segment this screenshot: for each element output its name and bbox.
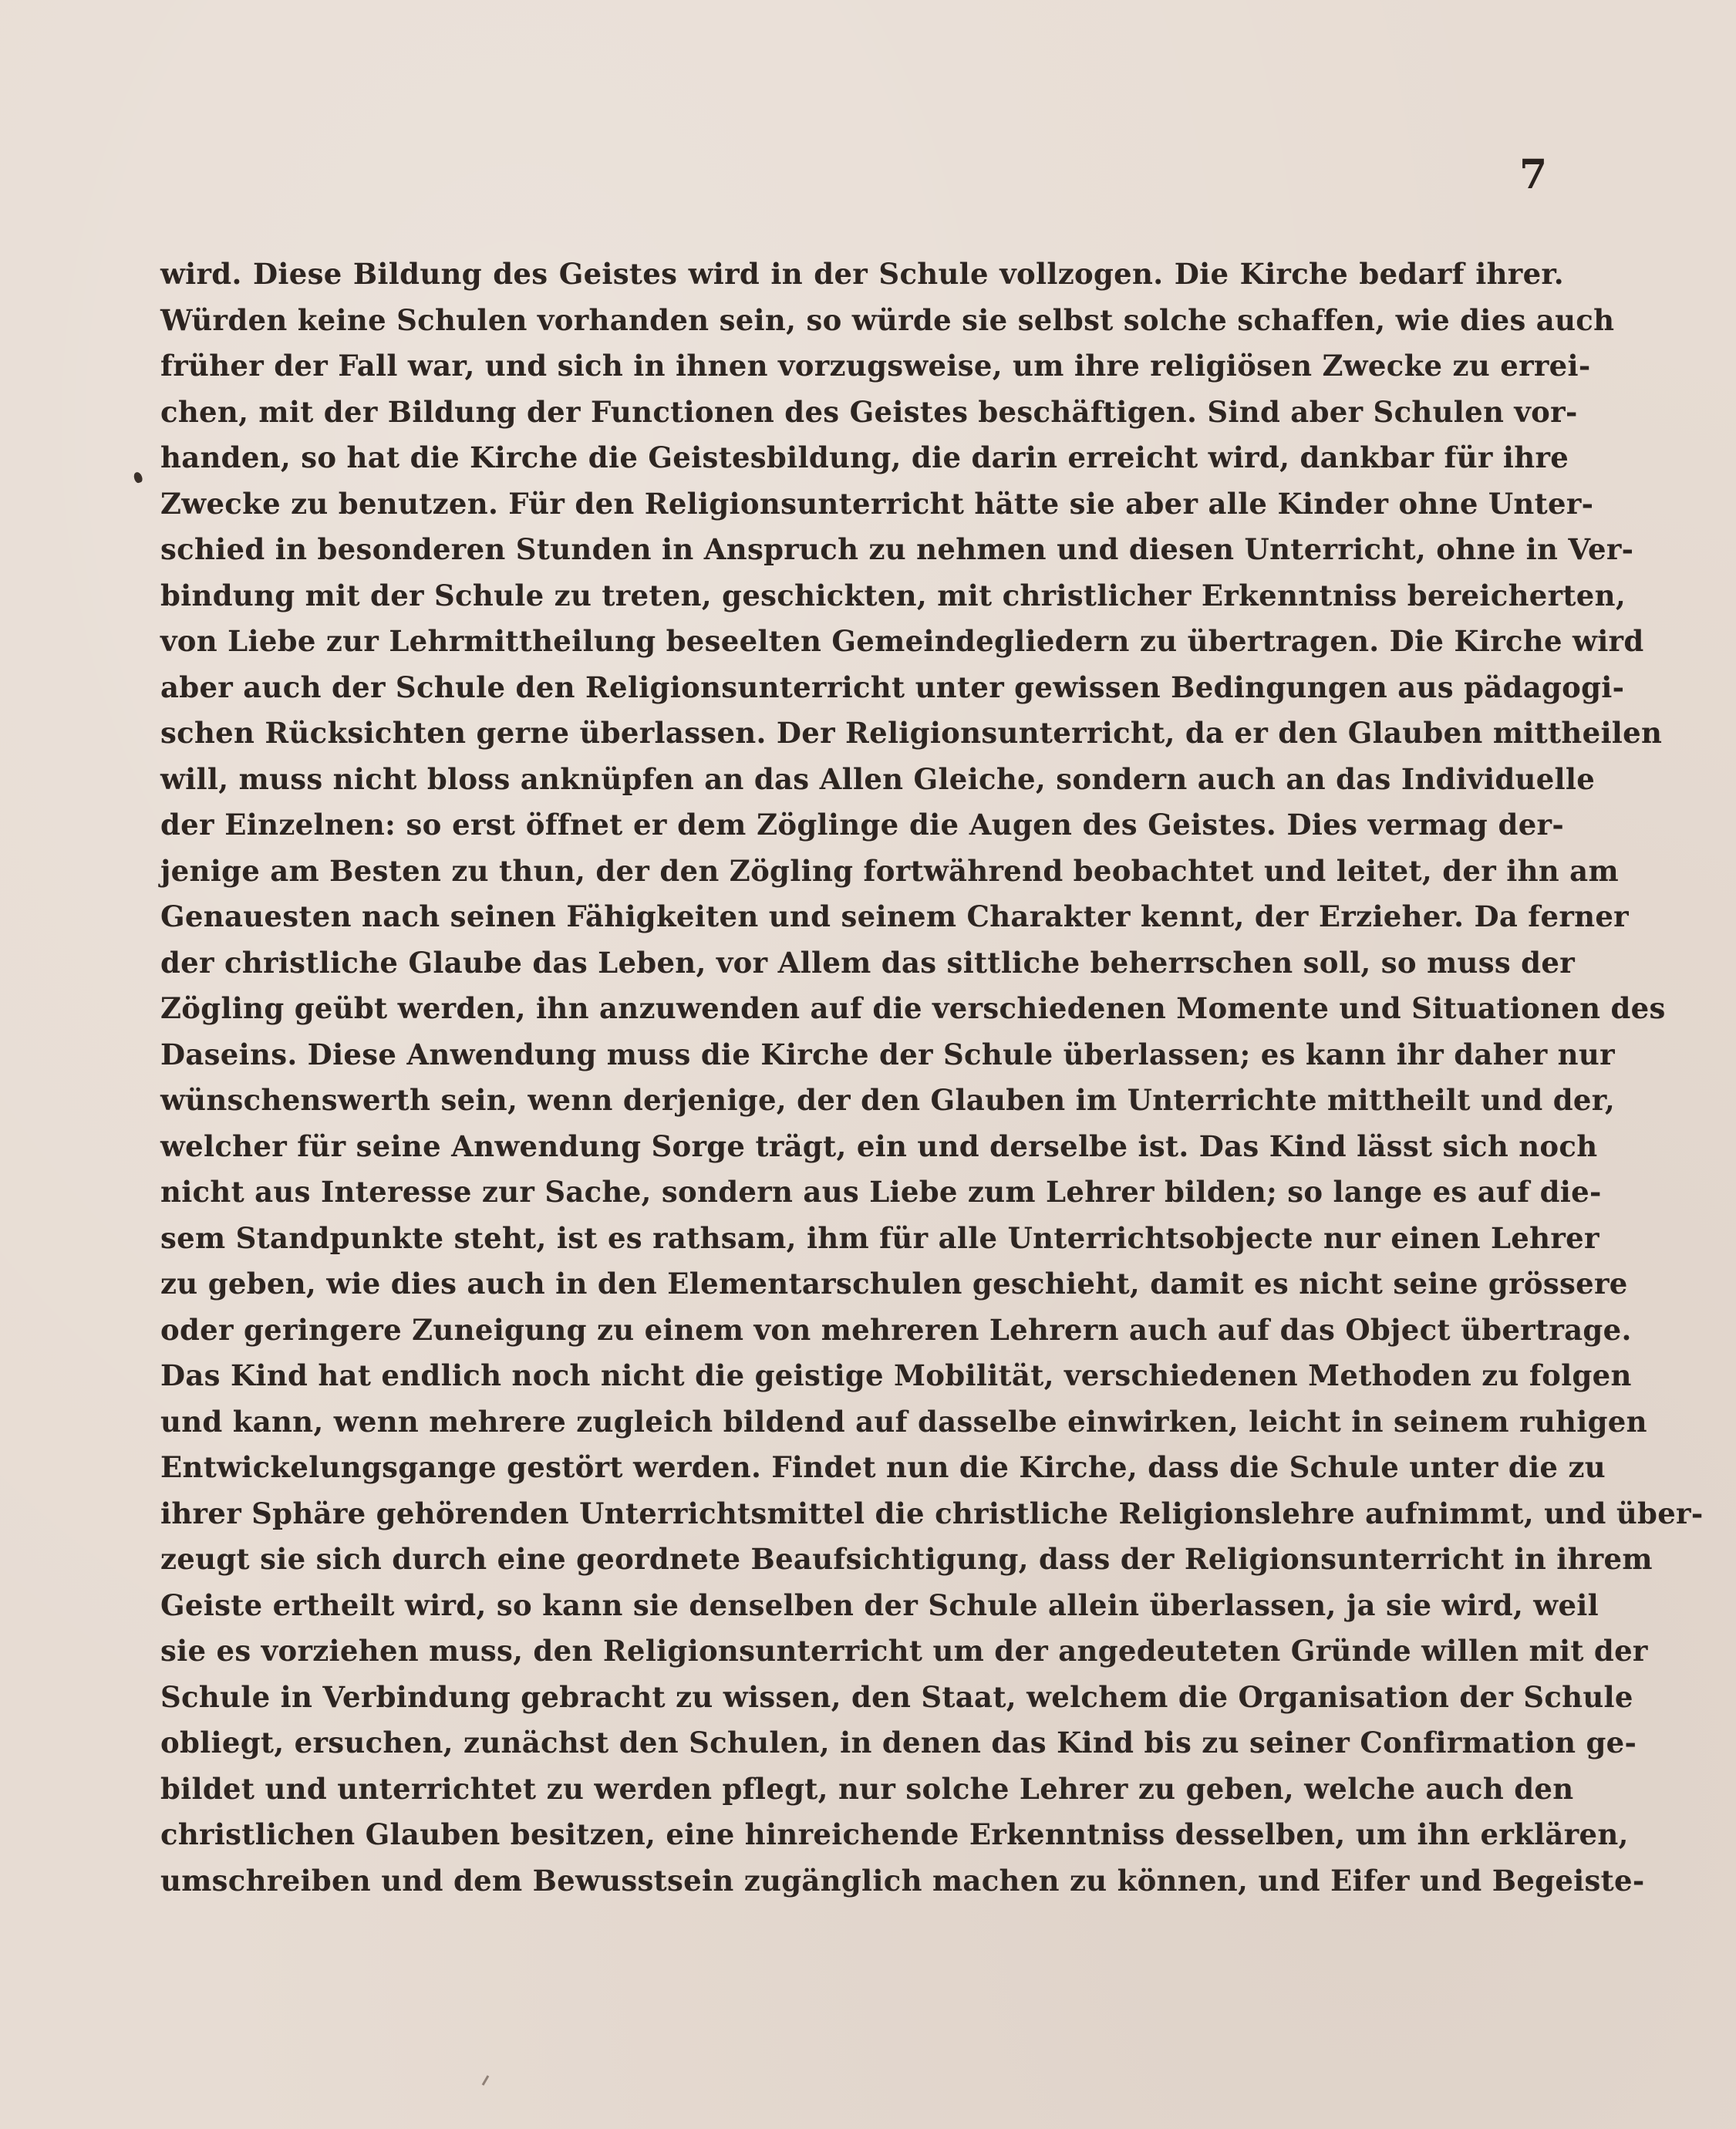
text-line: Würden keine Schulen vorhanden sein, so würde sie selbst solche schaffen, wie dies auch	[160, 302, 1615, 337]
text-line: Entwickelungsgange gestört werden. Findet nun die Kirche, dass die Schule unter die zu	[160, 1450, 1606, 1484]
text-line: der Einzelnen: so erst öffnet er dem Zöglinge die Augen des Geistes. Dies vermag der-	[160, 808, 1564, 842]
text-line: bindung mit der Schule zu treten, geschickten, mit christlicher Erkenntniss bereicherten,	[160, 578, 1626, 612]
text-line: will, muss nicht bloss anknüpfen an das Allen Gleiche, sondern auch an das Individuelle	[160, 761, 1596, 796]
page-number: 7	[1519, 151, 1548, 198]
text-line: handen, so hat die Kirche die Geistesbildung, die darin erreicht wird, dankbar für ihre	[160, 440, 1569, 474]
text-line: wird. Diese Bildung des Geistes wird in der Schule vollzogen. Die Kirche bedarf ihrer.	[160, 257, 1564, 291]
text-line: Schule in Verbindung gebracht zu wissen, den Staat, welchem die Organisation der Schule	[160, 1679, 1633, 1714]
text-line: christlichen Glauben besitzen, eine hinreichende Erkenntniss desselben, um ihn erklären,	[160, 1817, 1629, 1851]
text-line: Zögling geübt werden, ihn anzuwenden auf die verschiedenen Momente und Situationen des	[160, 991, 1666, 1025]
text-line: jenige am Besten zu thun, der den Zögling fortwährend beobachtet und leitet, der ihn am	[160, 853, 1619, 888]
text-line: nicht aus Interesse zur Sache, sondern aus Liebe zum Lehrer bilden; so lange es auf die-	[160, 1175, 1602, 1209]
text-line: Daseins. Diese Anwendung muss die Kirche der Schule überlassen; es kann ihr daher nur	[160, 1037, 1615, 1071]
text-line: zu geben, wie dies auch in den Elementarschulen geschieht, damit es nicht seine grössere	[160, 1267, 1628, 1301]
text-line: obliegt, ersuchen, zunächst den Schulen, in denen das Kind bis zu seiner Confirmation ge-	[160, 1726, 1637, 1760]
text-line: der christliche Glaube das Leben, vor Allem das sittliche beherrschen soll, so muss der	[160, 945, 1575, 980]
text-line: und kann, wenn mehrere zugleich bildend auf dasselbe einwirken, leicht in seinem ruhigen	[160, 1404, 1647, 1439]
text-line: schen Rücksichten gerne überlassen. Der Religionsunterricht, da er den Glauben mittheilen	[160, 716, 1663, 750]
text-line: ihrer Sphäre gehörenden Unterrichtsmittel die christliche Religionslehre aufnimmt, und über-	[160, 1496, 1704, 1530]
stray-ink-mark	[482, 2075, 490, 2086]
text-line: aber auch der Schule den Religionsunterricht unter gewissen Bedingungen aus pädagogi-	[160, 670, 1625, 704]
text-line: wünschenswerth sein, wenn derjenige, der den Glauben im Unterrichte mittheilt und der,	[160, 1083, 1616, 1117]
text-line: sem Standpunkte steht, ist es rathsam, ihm für alle Unterrichtsobjecte nur einen Lehrer	[160, 1220, 1599, 1255]
text-line: bildet und unterrichtet zu werden pflegt, nur solche Lehrer zu geben, welche auch den	[160, 1771, 1574, 1806]
text-line: zeugt sie sich durch eine geordnete Beaufsichtigung, dass der Religionsunterricht in ihrem	[160, 1542, 1653, 1576]
text-line: Das Kind hat endlich noch nicht die geistige Mobilität, verschiedenen Methoden zu folgen	[160, 1358, 1632, 1392]
text-line: schied in besonderen Stunden in Anspruch zu nehmen und diesen Unterricht, ohne in Ver-	[160, 532, 1634, 566]
text-line: chen, mit der Bildung der Functionen des Geistes beschäftigen. Sind aber Schulen vor-	[160, 394, 1578, 429]
text-line: oder geringere Zuneigung zu einem von mehreren Lehrern auch auf das Object übertrage.	[160, 1312, 1632, 1347]
text-line: Genauesten nach seinen Fähigkeiten und seinem Charakter kennt, der Erzieher. Da ferner	[160, 899, 1629, 933]
text-line: welcher für seine Anwendung Sorge trägt, ein und derselbe ist. Das Kind lässt sich noch	[160, 1129, 1598, 1163]
text-line: Geiste ertheilt wird, so kann sie denselben der Schule allein überlassen, ja sie wird, weil	[160, 1587, 1599, 1622]
margin-ink-mark	[133, 471, 143, 484]
body-text	[160, 251, 1704, 1904]
text-line: früher der Fall war, und sich in ihnen vorzugsweise, um ihre religiösen Zwecke zu errei-	[160, 349, 1591, 383]
text-line: umschreiben und dem Bewusstsein zugänglich machen zu können, und Eifer und Begeiste-	[160, 1863, 1645, 1898]
text-line: von Liebe zur Lehrmittheilung beseelten Gemeindegliedern zu übertragen. Die Kirche wird	[160, 624, 1644, 658]
text-line: Zwecke zu benutzen. Für den Religionsunterricht hätte sie aber alle Kinder ohne Unter-	[160, 486, 1594, 521]
text-line: sie es vorziehen muss, den Religionsunterricht um der angedeuteten Gründe willen mit der	[160, 1634, 1648, 1668]
